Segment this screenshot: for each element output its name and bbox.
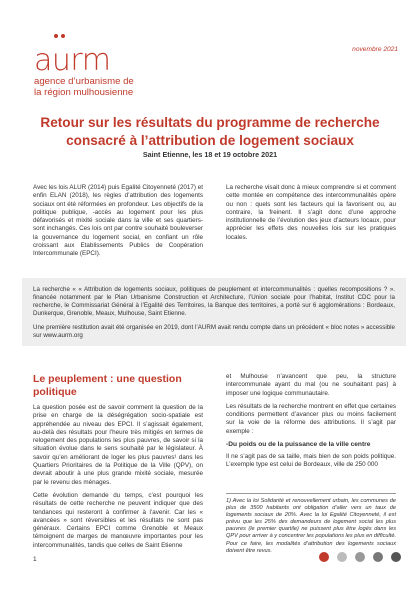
info-box-paragraph: Une première restitution avait été organisée en 2019, dont l’AURM avait rendu compte dans un précédent « bloc notes » accessible sur www.aurm.org: [33, 324, 395, 339]
footer-dot: [373, 552, 383, 562]
footnote-divider: [226, 493, 396, 494]
event-subtitle: Saint Etienne, les 18 et 19 octobre 2021: [142, 150, 278, 159]
footer-dot: [319, 552, 329, 562]
footer-dots: [319, 552, 409, 564]
logo-dot: [54, 34, 58, 38]
page-number: 1: [33, 556, 37, 563]
info-box-paragraph: La recherche « « Attribution de logements sociaux, politiques de peuplement et intercommunalités : quelles recompositions ? ». financée notamment par le Plan Urbanisme Construction et Architecture, l’Union sociale pour l’habitat, Institut CDC pour la recherche, le Commissariat Général à l’Egalité des Territoires, la Banque des territoires, a porté sur 6 agglomérations : Bordeaux, Dunkerque, Grenoble, Meaux, Mulhouse, Saint Etienne.: [33, 286, 395, 317]
tagline-line-1: agence d’urbanisme de: [34, 76, 134, 87]
body-paragraph: Il ne s’agit pas de sa taille, mais bien de son poids politique. L’exemple type est celui de Bordeaux, ville de 250 000: [226, 453, 396, 469]
info-box: [22, 278, 406, 346]
title-line-2: consacré à l’attribution de logement sociaux: [66, 133, 354, 148]
title-line-1: Retour sur les résultats du programme de recherche: [40, 115, 380, 130]
intro-paragraph-right: La recherche visait donc à mieux comprendre si et comment cette montée en compétence des intercommunalités opère ou non : quels sont les facteurs qui la favorisent ou, au contraire, la freinent. Il s’agit donc d’une approche institutionnelle de l’évolution des jeux d’acteurs locaux, pour apprécier les effets des nouvelles lois sur les pratiques locales.: [226, 184, 396, 241]
publication-date: novembre 2021: [352, 46, 398, 53]
logo-tagline: [34, 76, 134, 98]
left-column: [33, 404, 203, 555]
aurm-logo: aurm: [34, 43, 111, 78]
logo-dot: [61, 34, 65, 38]
footer-dot: [355, 552, 365, 562]
body-paragraph: La question posée est de savoir comment la question de la prise en charge de la déségrégation socio-spatiale est appréhendée au niveau des EPCI. Il s’agissait également, au-delà des résultats pour l’heure très mitigés en termes de relogement des populations les plus pauvres, de savoir si la situation évolue dans le sens souhaité par le législateur. À savoir qu’en améliorant de loger les plus pauvres¹ dans les Quartiers Prioritaires de la Politique de la Ville (QPV), on devrait aboutir à une plus grande mixité sociale, mesurée par le revenu des ménages.: [33, 404, 203, 486]
body-paragraph: Cette évolution demande du temps, c’est pourquoi les résultats de cette recherche ne peuvent indiquer que des tendances qui resteront à confirmer à l’avenir. Car les « avancées » sont réversibles et les résultats ne sont pas généraux. Certains EPCI comme Grenoble et Meaux témoignent de marges de manœuvre importantes pour les intercommunalités, tandis que celles de Saint Etienne: [33, 491, 203, 549]
bullet-heading: -Du poids ou de la puissance de la ville centre: [226, 441, 371, 449]
intro-paragraph-left: Avec les lois ALUR (2014) puis Egalité Citoyenneté (2017) et enfin ELAN (2018), les règles d’attribution des logements sociaux ont été réformées en profondeur. Les objectifs de la politique publique, -accès au logement pour les plus défavorisés et mixité sociale dans la ville et ses quartiers- sont inchangés. Ces lois ont par contre souhaité bouleverser la gouvernance du logement social, en confiant un rôle croissant aux Etablissements Publics de Coopération Intercommunale (EPCI).: [33, 184, 203, 258]
tagline-line-2: la région mulhousienne: [34, 87, 134, 98]
footnote: 1) Avec la loi Solidarité et renouvellement urbain, les communes de plus de 3500 habitants ont obligation d’aller vers un taux de logements sociaux de 20%. Avec la loi Egalité Citoyenneté, il est prévu que les 25% des demandeurs de logement social les plus pauvres (le premier quartile) ne puissent plus être logés dans les QPV pour arriver à y concentrer les populations les plus en difficulté. Pour ce faire, les modalités d’attribution des logements sociaux doivent être revus.: [226, 498, 396, 554]
section-title: Le peuplement : une question politique: [33, 373, 182, 398]
footer-dot: [337, 552, 347, 562]
body-paragraph: et Mulhouse n’avancent que peu, la structure intercommunale ayant du mal (ou ne souhaitant pas) à imposer une logique communautaire.: [226, 373, 396, 397]
body-paragraph: Les résultats de la recherche montrent en effet que certaines conditions permettent d’avancer plus ou moins facilement sur la voie de la réforme des attributions. Il s’agit par exemple :: [226, 402, 396, 435]
footer-dot: [391, 552, 401, 562]
document-title: [40, 114, 380, 150]
right-column: [226, 373, 396, 475]
